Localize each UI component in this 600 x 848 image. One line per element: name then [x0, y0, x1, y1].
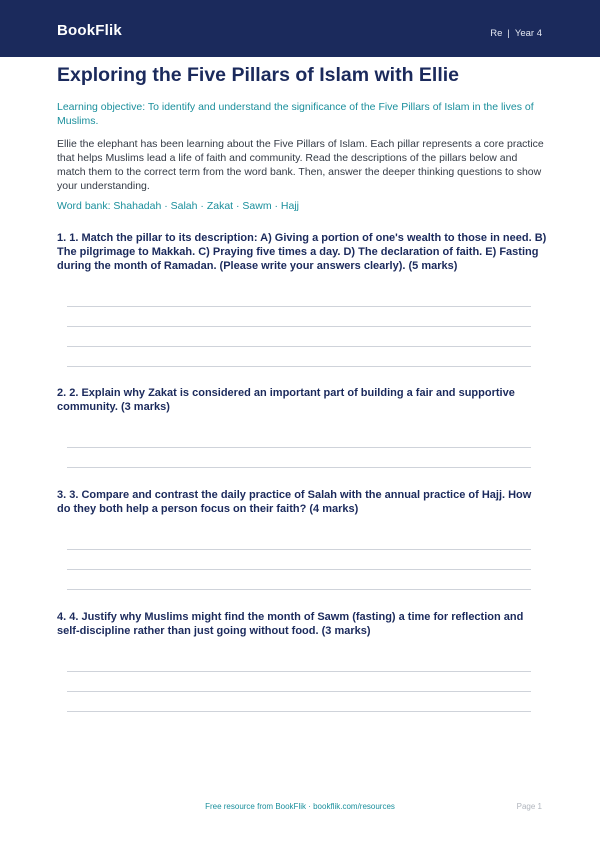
- page-number: Page 1: [516, 802, 542, 811]
- question-3: 3. 3. Compare and contrast the daily practice of Salah with the annual practice of Hajj. How do they both help a person focus on their faith? (4 marks): [57, 489, 532, 515]
- answer-line[interactable]: [67, 326, 531, 327]
- answer-line[interactable]: [67, 671, 531, 672]
- header-bar: [0, 0, 600, 57]
- learning-objective: Learning objective: To identify and understand the significance of the Five Pillars of Islam in the lives of Muslims.: [57, 101, 534, 127]
- answer-line[interactable]: [67, 549, 531, 550]
- answer-line[interactable]: [67, 711, 531, 712]
- answer-line[interactable]: [67, 467, 531, 468]
- question-2: 2. 2. Explain why Zakat is considered an important part of building a fair and supportive community. (3 marks): [57, 387, 515, 413]
- answer-line[interactable]: [67, 447, 531, 448]
- answer-line[interactable]: [67, 366, 531, 367]
- answer-line[interactable]: [67, 589, 531, 590]
- meta-separator: |: [507, 28, 510, 39]
- header-meta: [490, 28, 542, 39]
- intro-paragraph: Ellie the elephant has been learning about the Five Pillars of Islam. Each pillar represents a core practice that helps Muslims lead a life of faith and community. Read the descriptions of the pillars below and match them to the correct term from the word bank. Then, answer the deeper thinking questions to show your understanding.: [57, 138, 544, 192]
- word-bank: Word bank: Shahadah · Salah · Zakat · Sawm · Hajj: [57, 200, 299, 212]
- year-label: Year 4: [514, 28, 542, 39]
- answer-line[interactable]: [67, 691, 531, 692]
- subject-label: Re: [490, 28, 503, 39]
- question-4: 4. 4. Justify why Muslims might find the month of Sawm (fasting) a time for reflection and self-discipline rather than just going without food. (3 marks): [57, 611, 524, 637]
- page-title: Exploring the Five Pillars of Islam with Ellie: [57, 64, 460, 86]
- question-1: 1. 1. Match the pillar to its description: A) Giving a portion of one's wealth to those in need. B) The pilgrimage to Makkah. C) Praying five times a day. D) The declaration of faith. E) Fasting during the month of Ramadan. (Please write your answers clearly). (5 marks): [57, 232, 547, 272]
- answer-line[interactable]: [67, 569, 531, 570]
- footer-credit: Free resource from BookFlik · bookflik.com/resources: [205, 802, 395, 811]
- answer-line[interactable]: [67, 346, 531, 347]
- answer-line[interactable]: [67, 306, 531, 307]
- brand-logo: BookFlik: [57, 22, 122, 39]
